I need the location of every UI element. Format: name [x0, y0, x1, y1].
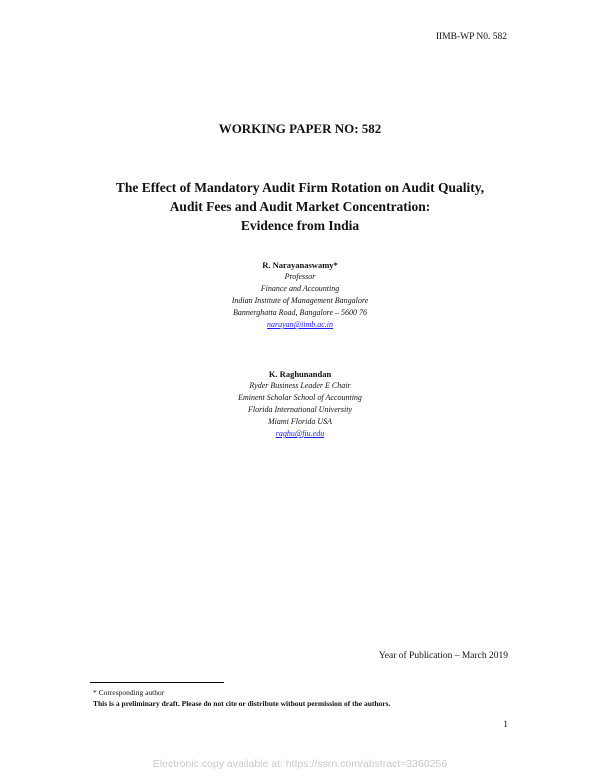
author-email-link[interactable]: raghu@fiu.edu [275, 429, 325, 438]
title-line: The Effect of Mandatory Audit Firm Rotation on Audit Quality, [115, 180, 485, 195]
paper-code-header: IIMB-WP N0. 582 [435, 32, 507, 42]
author-affiliation-line: Ryder Business Leader E Chair [249, 381, 351, 390]
author-affiliation-line: Indian Institute of Management Bangalore [231, 296, 369, 305]
author-affiliation-line: Eminent Scholar School of Accounting [238, 393, 362, 402]
author-email-link[interactable]: narayan@iimb.ac.in [266, 320, 334, 329]
footnote-divider [90, 682, 224, 683]
title-line: Evidence from India [240, 218, 360, 233]
corresponding-author-footnote: * Corresponding author [93, 688, 165, 697]
author-affiliation-line: Miami Florida USA [268, 417, 332, 426]
author-name: K. Raghunandan [268, 369, 332, 379]
paper-title [60, 178, 540, 235]
author-affiliation-line: Florida International University [248, 405, 352, 414]
author-name: R. Narayanaswamy* [262, 260, 338, 270]
draft-notice-footnote: This is a preliminary draft. Please do not cite or distribute without permission of the authors. [93, 699, 391, 708]
author-block-1 [150, 259, 450, 331]
title-line: Audit Fees and Audit Market Concentration: [169, 199, 431, 214]
author-affiliation-line: Bannerghatta Road, Bangalore – 5600 76 [232, 308, 368, 317]
author-block-2 [150, 368, 450, 440]
author-affiliation-line: Finance and Accounting [260, 284, 340, 293]
ssrn-watermark: Electronic copy available at: https://ssrn.com/abstract=3360256 [152, 758, 448, 770]
page-number: 1 [503, 720, 508, 730]
author-affiliation-line: Professor [284, 272, 316, 281]
publication-date: Year of Publication – March 2019 [378, 651, 508, 661]
working-paper-label: WORKING PAPER NO: 582 [218, 121, 382, 136]
